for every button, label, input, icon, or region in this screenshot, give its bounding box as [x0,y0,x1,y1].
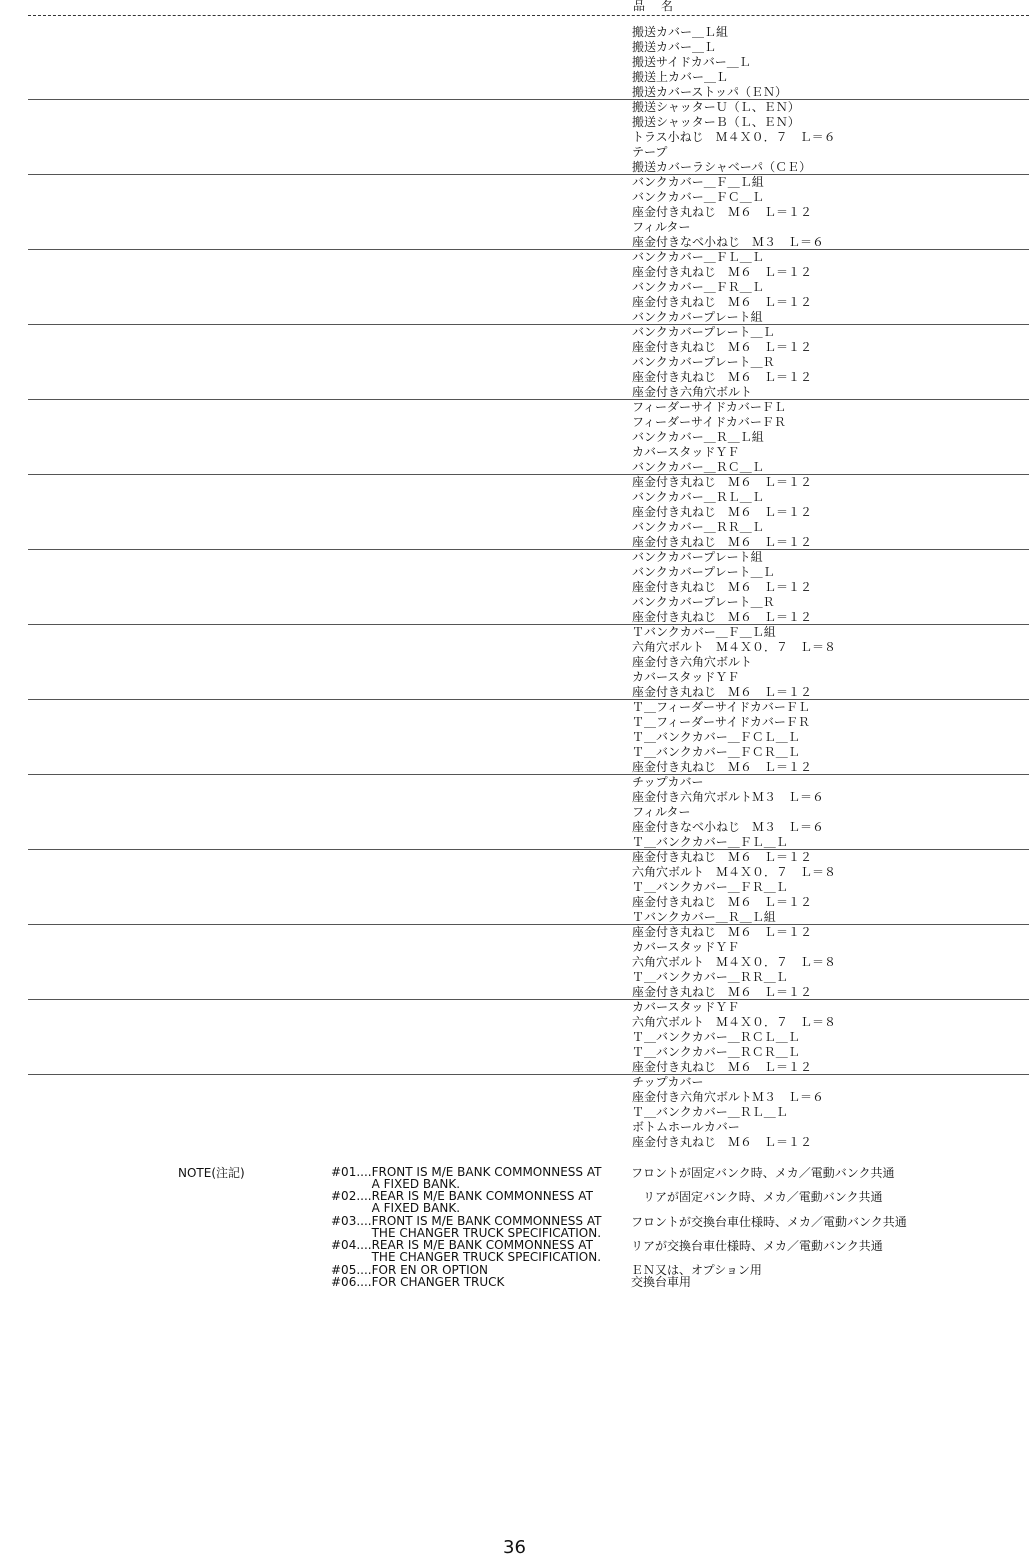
part-name: 座金付き丸ねじ Ｍ６ Ｌ＝１２ [632,850,813,864]
part-name: 座金付き六角穴ボルトＭ３ Ｌ＝６ [632,1090,825,1105]
part-name: 搬送カバーラシャベーパ（ＣＥ） [632,160,812,175]
note-code: #01.... [331,1165,372,1179]
note-english [372,1166,602,1190]
parts-group-items [632,175,1029,250]
note-item [331,1215,601,1239]
part-name: トラス小ねじ Ｍ４Ｘ０．７ Ｌ＝６ [632,130,836,145]
note-english [372,1239,601,1263]
parts-group-items [632,325,1029,400]
note-item [331,1276,504,1288]
note-english [372,1276,505,1288]
part-name: バンクカバー＿ＦＣ＿Ｌ [632,190,764,205]
note-code: #04.... [331,1238,372,1252]
note-japanese: ＥＮ又は、オプション用 [631,1263,762,1277]
note-item [331,1239,601,1263]
parts-group [28,175,1029,250]
parts-group [28,550,1029,625]
parts-group-items [632,550,1029,625]
part-name: バンクカバープレート＿Ｒ [632,595,775,610]
part-name: 六角穴ボルト Ｍ４Ｘ０．７ Ｌ＝８ [632,865,837,880]
part-name: 座金付き丸ねじ Ｍ６ Ｌ＝１２ [632,985,813,1000]
parts-group [28,850,1029,925]
part-name: Ｔ＿バンクカバー＿ＦＣＲ＿Ｌ [632,745,800,760]
part-name: 座金付き丸ねじ Ｍ６ Ｌ＝１２ [632,205,813,220]
part-name: 座金付き丸ねじ Ｍ６ Ｌ＝１２ [632,895,813,910]
part-name: バンクカバー＿ＦＲ＿Ｌ [632,280,764,295]
part-name: バンクカバー＿ＲＣ＿Ｌ [632,460,764,475]
note-english-line: FOR CHANGER TRUCK [371,1275,505,1289]
note-japanese: フロントが交換台車仕様時、メカ／電動バンク共通 [631,1215,907,1229]
note-english [372,1215,602,1239]
note-code: #05.... [331,1263,372,1277]
part-name: 座金付き丸ねじ Ｍ６ Ｌ＝１２ [632,925,813,939]
part-name: 搬送サイドカバー＿Ｌ [632,55,751,70]
part-name: 六角穴ボルト Ｍ４Ｘ０．７ Ｌ＝８ [632,640,837,655]
part-name: Ｔ＿バンクカバー＿ＦＬ＿Ｌ [632,835,788,850]
note-code: #06.... [331,1275,372,1289]
part-name: 搬送シャッターＢ（Ｌ、ＥＮ） [632,115,800,130]
parts-list [28,25,1029,1150]
parts-group [28,925,1029,1000]
part-name: Ｔ＿フィーダーサイドカバーＦＬ [632,700,810,714]
note-item [331,1190,593,1214]
parts-group-items [632,775,1029,850]
parts-group-items [632,850,1029,925]
parts-group-items [632,700,1029,775]
part-name: カバースタッドＹＦ [632,940,740,955]
part-name: 搬送シャッターＵ（Ｌ、ＥＮ） [632,100,800,114]
part-name: 座金付き丸ねじ Ｍ６ Ｌ＝１２ [632,685,813,700]
part-name: フィーダーサイドカバーＦＬ [632,400,786,414]
parts-group [28,100,1029,175]
note-japanese: 交換台車用 [631,1275,692,1289]
part-name: バンクカバー＿Ｒ＿Ｌ組 [632,430,764,445]
note-japanese: リアが交換台車仕様時、メカ／電動バンク共通 [631,1239,883,1253]
note-english-line: REAR IS M/E BANK COMMONNESS AT [371,1189,593,1203]
part-name: 搬送カバーストッパ（ＥＮ） [632,85,788,100]
note-english-line: A FIXED BANK. [371,1201,461,1215]
page-number: 36 [503,1537,526,1558]
parts-group [28,1075,1029,1150]
note-english [372,1190,593,1214]
parts-group-items [632,25,1029,100]
part-name: バンクカバープレート組 [632,550,763,564]
part-name: Ｔ＿バンクカバー＿ＲＣＲ＿Ｌ [632,1045,800,1060]
part-name: バンクカバー＿ＦＬ＿Ｌ [632,250,764,264]
part-name: 搬送カバー＿Ｌ組 [632,25,729,39]
note-japanese: リアが固定バンク時、メカ／電動バンク共通 [631,1190,883,1204]
parts-group-items [632,1075,1029,1150]
part-name: 座金付き六角穴ボルト [632,385,753,400]
parts-group [28,475,1029,550]
note-english-line: THE CHANGER TRUCK SPECIFICATION. [371,1250,602,1264]
note-english-line: THE CHANGER TRUCK SPECIFICATION. [371,1226,602,1240]
part-name: カバースタッドＹＦ [632,1000,740,1014]
part-name: 座金付き丸ねじ Ｍ６ Ｌ＝１２ [632,535,813,550]
part-name: テープ [632,145,668,160]
notes-label: NOTE(注記) [178,1166,245,1180]
part-name: 座金付き丸ねじ Ｍ６ Ｌ＝１２ [632,475,813,489]
header-divider [28,15,1029,16]
note-english-line: FRONT IS M/E BANK COMMONNESS AT [371,1165,602,1179]
part-name: Ｔ＿バンクカバー＿ＦＣＬ＿Ｌ [632,730,800,745]
parts-group [28,250,1029,325]
note-item [331,1166,601,1190]
part-name: バンクカバープレート＿Ｌ [632,565,775,580]
part-name: 座金付き丸ねじ Ｍ６ Ｌ＝１２ [632,760,813,775]
part-name: バンクカバー＿ＲＲ＿Ｌ [632,520,764,535]
part-name: チップカバー [632,775,704,789]
part-name: カバースタッドＹＦ [632,670,740,685]
note-code: #02.... [331,1189,372,1203]
part-name: Ｔ＿バンクカバー＿ＦＲ＿Ｌ [632,880,788,895]
parts-group-items [632,100,1029,175]
column-header-part-name: 品 名 [633,0,676,13]
parts-group-items [632,625,1029,700]
part-name: 座金付き丸ねじ Ｍ６ Ｌ＝１２ [632,1135,813,1150]
parts-group-items [632,400,1029,475]
note-english-line: FRONT IS M/E BANK COMMONNESS AT [371,1214,602,1228]
part-name: 座金付き丸ねじ Ｍ６ Ｌ＝１２ [632,1060,813,1075]
part-name: 座金付き丸ねじ Ｍ６ Ｌ＝１２ [632,265,813,280]
note-english-line: REAR IS M/E BANK COMMONNESS AT [371,1238,593,1252]
part-name: バンクカバープレート＿Ｒ [632,355,775,370]
parts-group [28,700,1029,775]
part-name: 座金付き丸ねじ Ｍ６ Ｌ＝１２ [632,505,813,520]
part-name: バンクカバー＿ＲＬ＿Ｌ [632,490,764,505]
table-header [0,0,1029,14]
parts-group [28,25,1029,100]
part-name: バンクカバープレート＿Ｌ [632,325,775,339]
note-japanese: フロントが固定バンク時、メカ／電動バンク共通 [631,1166,895,1180]
part-name: 座金付き六角穴ボルトＭ３ Ｌ＝６ [632,790,825,805]
part-name: フィルター [632,220,691,235]
parts-group [28,400,1029,475]
part-name: 六角穴ボルト Ｍ４Ｘ０．７ Ｌ＝８ [632,955,837,970]
parts-group [28,625,1029,700]
part-name: フィルター [632,805,691,820]
part-name: Ｔ＿フィーダーサイドカバーＦＲ [632,715,810,730]
part-name: 座金付き丸ねじ Ｍ６ Ｌ＝１２ [632,610,813,625]
part-name: 座金付きなべ小ねじ Ｍ３ Ｌ＝６ [632,235,825,250]
note-english-line: A FIXED BANK. [371,1177,461,1191]
part-name: フィーダーサイドカバーＦＲ [632,415,786,430]
part-name: Ｔバンクカバー＿Ｒ＿Ｌ組 [632,910,776,925]
parts-group-items [632,925,1029,1000]
part-name: 搬送上カバー＿Ｌ [632,70,729,85]
parts-group-items [632,250,1029,325]
part-name: バンクカバープレート組 [632,310,763,325]
note-english-line: FOR EN OR OPTION [371,1263,489,1277]
parts-group-items [632,1000,1029,1075]
parts-group [28,1000,1029,1075]
part-name: 座金付き丸ねじ Ｍ６ Ｌ＝１２ [632,295,813,310]
part-name: 六角穴ボルト Ｍ４Ｘ０．７ Ｌ＝８ [632,1015,837,1030]
parts-group [28,325,1029,400]
part-name: 座金付き丸ねじ Ｍ６ Ｌ＝１２ [632,580,813,595]
note-code: #03.... [331,1214,372,1228]
parts-group-items [632,475,1029,550]
part-name: 座金付き六角穴ボルト [632,655,753,670]
part-name: 座金付き丸ねじ Ｍ６ Ｌ＝１２ [632,370,813,385]
part-name: 搬送カバー＿Ｌ [632,40,717,55]
part-name: Ｔ＿バンクカバー＿ＲＲ＿Ｌ [632,970,788,985]
parts-group [28,775,1029,850]
part-name: チップカバー [632,1075,704,1089]
part-name: 座金付きなべ小ねじ Ｍ３ Ｌ＝６ [632,820,825,835]
part-name: Ｔバンクカバー＿Ｆ＿Ｌ組 [632,625,776,639]
part-name: 座金付き丸ねじ Ｍ６ Ｌ＝１２ [632,340,813,355]
part-name: バンクカバー＿Ｆ＿Ｌ組 [632,175,764,189]
part-name: Ｔ＿バンクカバー＿ＲＬ＿Ｌ [632,1105,788,1120]
part-name: Ｔ＿バンクカバー＿ＲＣＬ＿Ｌ [632,1030,800,1045]
part-name: ボトムホールカバー [632,1120,740,1135]
part-name: カバースタッドＹＦ [632,445,740,460]
